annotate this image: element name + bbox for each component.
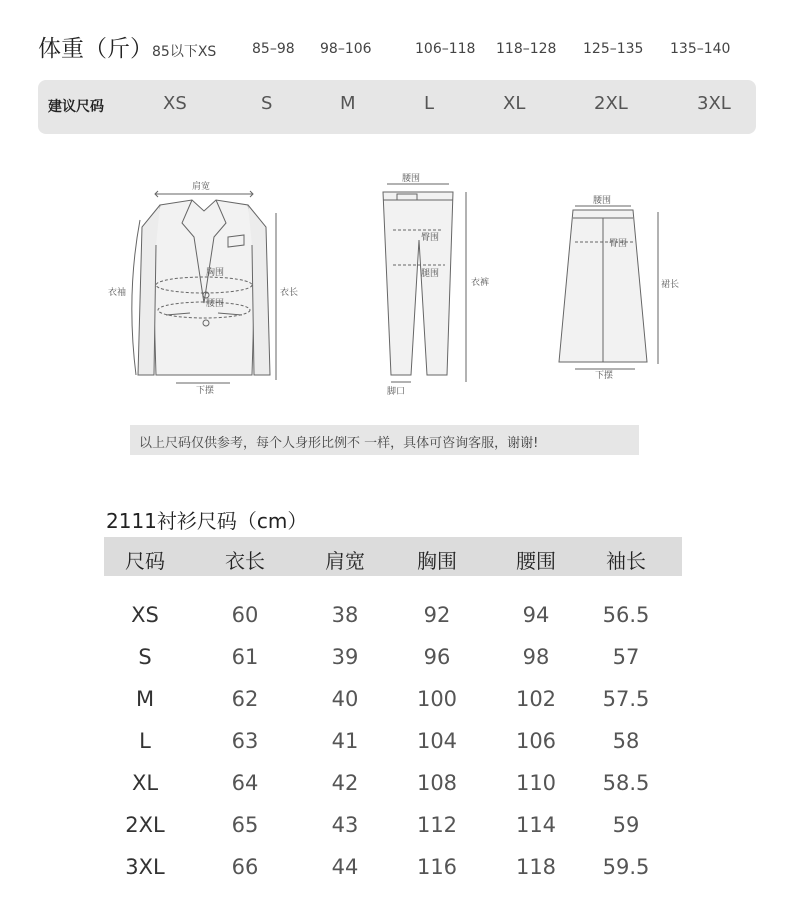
- size-s: S: [261, 93, 273, 114]
- cell-shoulder: 43: [331, 813, 359, 837]
- header-shoulder: 肩宽: [325, 549, 365, 573]
- size-3xl: 3XL: [697, 93, 731, 114]
- cell-size: 2XL: [125, 813, 165, 837]
- cell-length: 60: [231, 603, 259, 627]
- cell-shoulder: 44: [331, 855, 359, 879]
- trousers-cuff-label: 脚口: [387, 387, 406, 397]
- cell-chest: 108: [416, 771, 458, 795]
- jacket-illustration: [100, 175, 300, 395]
- cell-length: 66: [231, 855, 259, 879]
- trousers-waist-label: 腰围: [402, 174, 421, 184]
- skirt-hip-label: 臀围: [609, 239, 628, 249]
- cell-length: 61: [231, 645, 259, 669]
- jacket-shoulder-label: 肩宽: [192, 182, 211, 192]
- trousers-hip-label: 臀围: [421, 233, 440, 243]
- cell-shoulder: 42: [331, 771, 359, 795]
- weight-range-l: 106–118: [415, 41, 476, 57]
- reference-note: 以上尺码仅供参考，每个人身形比例不 一样，具体可咨询客服，谢谢!: [139, 436, 539, 451]
- weight-range-m: 98–106: [320, 41, 372, 57]
- trousers-thigh-label: 腿围: [421, 269, 440, 279]
- cell-size: XS: [131, 603, 159, 627]
- cell-sleeve: 57.5: [602, 687, 650, 711]
- cell-size: S: [138, 645, 152, 669]
- size-l: L: [424, 93, 435, 114]
- trousers-illustration: [375, 170, 495, 400]
- trousers-length-label: 衣裤: [471, 278, 490, 288]
- recommended-size-bar: [38, 80, 756, 134]
- cell-waist: 110: [515, 771, 557, 795]
- cell-sleeve: 59: [612, 813, 640, 837]
- size-xs: XS: [163, 93, 187, 114]
- cell-chest: 92: [423, 603, 451, 627]
- cell-sleeve: 58.5: [602, 771, 650, 795]
- cell-length: 62: [231, 687, 259, 711]
- cell-waist: 98: [522, 645, 550, 669]
- weight-title: 体重（斤）: [38, 36, 153, 62]
- cell-size: M: [135, 687, 155, 711]
- skirt-illustration: [545, 192, 680, 382]
- recommended-size-label: 建议尺码: [48, 99, 104, 115]
- cell-length: 63: [231, 729, 259, 753]
- jacket-chest-label: 胸围: [206, 268, 225, 278]
- cell-sleeve: 56.5: [602, 603, 650, 627]
- weight-range-2xl: 125–135: [583, 41, 644, 57]
- weight-range-xs: 85以下XS: [152, 44, 217, 60]
- weight-range-3xl: 135–140: [670, 41, 731, 57]
- cell-shoulder: 41: [331, 729, 359, 753]
- jacket-sleeve-label: 衣袖: [108, 288, 127, 298]
- size-xl: XL: [503, 93, 526, 114]
- header-length: 衣长: [225, 549, 265, 573]
- cell-waist: 114: [515, 813, 557, 837]
- header-sleeve: 袖长: [606, 549, 646, 573]
- jacket-length-label: 衣长: [280, 288, 299, 298]
- weight-range-s: 85–98: [252, 41, 295, 57]
- jacket-hem-label: 下摆: [196, 386, 215, 396]
- cell-sleeve: 58: [612, 729, 640, 753]
- header-waist: 腰围: [516, 549, 556, 573]
- skirt-hem-label: 下摆: [595, 371, 614, 381]
- header-size: 尺码: [125, 549, 165, 573]
- size-2xl: 2XL: [594, 93, 628, 114]
- cell-shoulder: 40: [331, 687, 359, 711]
- cell-waist: 118: [515, 855, 557, 879]
- jacket-waist-label: 腰围: [206, 299, 225, 309]
- cell-shoulder: 39: [331, 645, 359, 669]
- size-m: M: [340, 93, 356, 114]
- table-title: 2111衬衫尺码（cm）: [106, 509, 308, 533]
- header-chest: 胸围: [417, 549, 457, 573]
- cell-chest: 104: [416, 729, 458, 753]
- weight-range-xl: 118–128: [496, 41, 557, 57]
- cell-size: L: [139, 729, 151, 753]
- cell-length: 65: [231, 813, 259, 837]
- cell-waist: 102: [515, 687, 557, 711]
- cell-size: XL: [131, 771, 159, 795]
- cell-sleeve: 59.5: [602, 855, 650, 879]
- skirt-waist-label: 腰围: [593, 196, 612, 206]
- cell-chest: 96: [423, 645, 451, 669]
- cell-shoulder: 38: [331, 603, 359, 627]
- cell-length: 64: [231, 771, 259, 795]
- cell-chest: 112: [416, 813, 458, 837]
- cell-size: 3XL: [125, 855, 165, 879]
- cell-sleeve: 57: [612, 645, 640, 669]
- table-header-bar: [104, 537, 682, 576]
- skirt-length-label: 裙长: [661, 280, 680, 290]
- cell-chest: 116: [416, 855, 458, 879]
- cell-chest: 100: [416, 687, 458, 711]
- cell-waist: 94: [522, 603, 550, 627]
- cell-waist: 106: [515, 729, 557, 753]
